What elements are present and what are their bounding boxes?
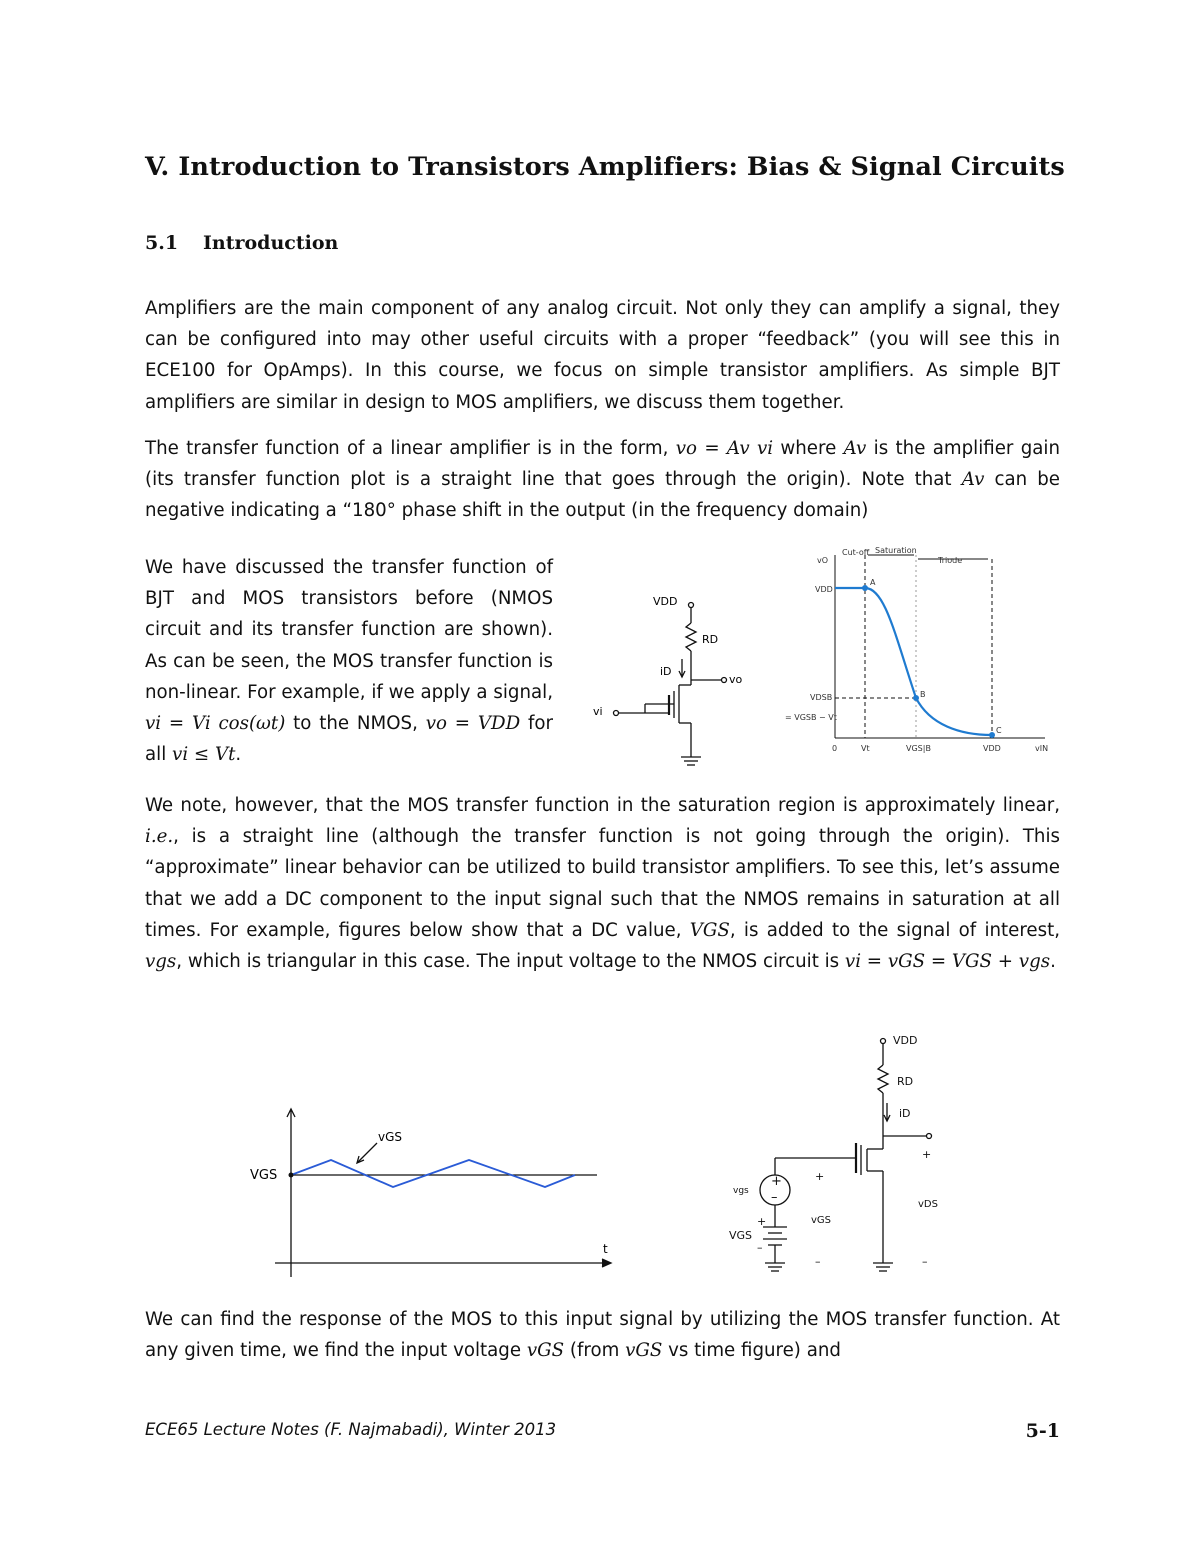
label-vgs-source: vgs: [733, 1186, 749, 1196]
battery-minus: –: [757, 1241, 763, 1254]
point-a-marker: [862, 585, 868, 591]
text-run: where: [773, 438, 844, 459]
label-t: t: [603, 1242, 608, 1256]
vo-terminal: [722, 678, 727, 683]
text-run: , is a straight line (although the transfer function is not going through the origin). This “approximate” linear behavior can be utilized to build transistor amplifiers. To see this, let’s assume that we add a DC component to the input signal such that the NMOS remains in saturation at all times. For example, figures below show that a DC value,: [145, 826, 1060, 941]
tick-vds-b: VDSB: [810, 693, 833, 702]
region-saturation: Saturation: [875, 546, 917, 555]
math-inline: vi = vGS = VGS + vgs: [844, 951, 1051, 973]
origin-dot: [289, 1173, 294, 1178]
label-vo: vo: [729, 673, 743, 686]
section-number: 5.1: [145, 232, 179, 254]
text-run: The transfer function of a linear amplifier is in the form,: [145, 438, 676, 459]
region-triode: Triode: [938, 556, 963, 565]
text-run: We note, however, that the MOS transfer function in the saturation region is approximately linear,: [145, 795, 1060, 816]
math-inline: vgs: [145, 951, 177, 973]
source-minus: –: [771, 1190, 778, 1205]
vds-minus: –: [922, 1255, 928, 1268]
section-title: Introduction: [203, 232, 339, 254]
transfer-function-figure: [780, 545, 1060, 760]
paragraph-1: Amplifiers are the main component of any analog circuit. Not only they can amplify a signal, they can be configured into may other useful circuits with a proper “feedback” (you will see this in ECE100 for OpAmps). In this course, we focus on simple transistor amplifiers. As simple BJT amplifiers are similar in design to MOS amplifiers, we discuss them together.: [145, 298, 1060, 413]
paragraph-2: [145, 433, 1060, 527]
tick-vgs-b: VGS|B: [906, 744, 931, 753]
axis-label-vo: vO: [817, 556, 829, 565]
section-heading: [145, 232, 338, 254]
tick-origin: 0: [832, 744, 838, 753]
label-point-a: A: [870, 578, 876, 587]
math-inline: vi = Vi cos(ωt): [145, 713, 286, 735]
vdd-terminal: [689, 603, 694, 608]
math-inline: vGS: [526, 1340, 565, 1362]
text-run: to the NMOS,: [285, 713, 426, 735]
label-point-c: C: [996, 726, 1002, 735]
vds-plus: +: [922, 1148, 932, 1161]
transfer-curve: [835, 588, 992, 735]
vgs-waveform-figure: [245, 1105, 620, 1280]
text-run: We have discussed the transfer function of BJT and MOS transistors before (NMOS circuit and its transfer function are shown). As can be seen, the MOS transfer function is non-linear. For example, if we apply a signal,: [145, 557, 553, 703]
math-inline: vGS: [625, 1340, 663, 1362]
triangular-signal: [291, 1160, 575, 1187]
paragraph-3: [145, 552, 553, 770]
vds-terminal: [927, 1134, 932, 1139]
text-run: is the amplifier gain (its transfer function plot is a straight line that goes through the origin). Note that: [145, 438, 1060, 491]
label-vi: vi: [593, 705, 603, 718]
vi-terminal: [614, 711, 619, 716]
text-run: We can find the response of the MOS to this input signal by utilizing the MOS transfer function. At any given time, we find the input voltage: [145, 1309, 1060, 1362]
math-inline: Av: [961, 469, 985, 491]
text-run: vs time figure) and: [662, 1340, 841, 1362]
source-plus: +: [771, 1174, 782, 1189]
resistor-rd: [878, 1065, 888, 1093]
math-inline: i.e.: [145, 826, 174, 848]
tick-vds-b-eq: = VGSB − Vt: [785, 713, 837, 722]
text-run: , is added to the signal of interest,: [729, 919, 1060, 941]
label-id: iD: [899, 1107, 911, 1120]
vgs-plus: +: [815, 1170, 825, 1183]
paragraph-4: [145, 790, 1060, 977]
vdd-terminal: [881, 1039, 886, 1044]
label-vdd: VDD: [653, 595, 678, 608]
text-run: .: [235, 744, 242, 766]
tick-vdd-x: VDD: [983, 744, 1001, 753]
label-vDS: vDS: [918, 1199, 938, 1210]
footer-course-info: ECE65 Lecture Notes (F. Najmabadi), Winter 2013: [145, 1420, 557, 1439]
math-inline: vi ≤ Vt: [172, 744, 236, 766]
label-vgs-battery: VGS: [729, 1229, 753, 1242]
resistor-rd: [686, 623, 696, 651]
label-vdd: VDD: [893, 1034, 918, 1047]
text-run: , which is triangular in this case. The input voltage to the NMOS circuit is: [176, 951, 845, 973]
page-title: V. Introduction to Transistors Amplifiers: Bias & Signal Circuits: [145, 152, 1065, 182]
label-vGS: vGS: [811, 1215, 832, 1226]
vgs-minus: –: [815, 1255, 821, 1268]
biased-nmos-circuit-figure: [725, 1025, 955, 1285]
pointer-line: [357, 1143, 377, 1163]
point-b-marker: [913, 695, 919, 701]
text-run: (from: [564, 1340, 626, 1362]
axis-label-vin: vIN: [1035, 744, 1049, 753]
point-c-marker: [989, 732, 995, 738]
math-inline: vo = VDD: [425, 713, 521, 735]
tick-vt: Vt: [861, 744, 870, 753]
label-id: iD: [660, 665, 672, 678]
label-rd: RD: [702, 633, 719, 646]
text-run: for all: [145, 713, 554, 766]
region-cutoff: Cut-off: [842, 548, 870, 557]
page-number: 5-1: [1025, 1420, 1060, 1442]
page-footer: [145, 1420, 1060, 1442]
label-vgs-dc: VGS: [250, 1168, 278, 1183]
math-inline: VGS: [689, 919, 730, 941]
text-run: can be negative indicating a “180° phase shift in the output (in the frequency domain): [145, 469, 1060, 522]
paragraph-5: [145, 1304, 1060, 1366]
label-vgs-total: vGS: [378, 1130, 403, 1144]
tick-vdd-y: VDD: [815, 585, 833, 594]
math-inline: Av: [843, 438, 867, 459]
text-run: .: [1050, 951, 1056, 973]
math-inline: vo = Av vi: [675, 438, 774, 459]
nmos-circuit-figure: [585, 585, 743, 775]
label-rd: RD: [897, 1075, 914, 1088]
battery-plus: +: [757, 1215, 767, 1228]
label-point-b: B: [920, 690, 926, 699]
